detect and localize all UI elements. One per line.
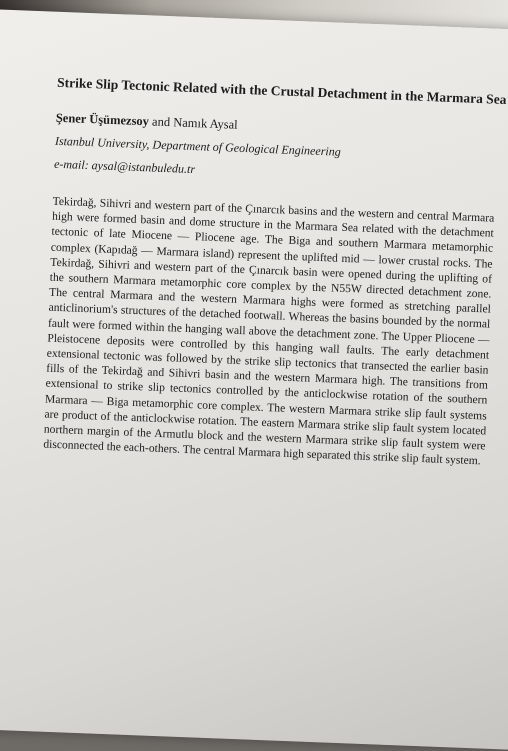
author-primary: Şener Üşümezsoy: [55, 110, 150, 129]
paper-content: [43, 74, 507, 469]
abstract-text: Tekirdağ, Sihivri and western part of the Çınarcık basins and the western and central Marmara high were formed basin and dome structure in the Marmara Sea related with the detachment tectonic of late Miocene — Pliocene age. The Biga and southern Marmara metamorphic complex (Kapıdağ — Marmara island) represent the uplifted mid — lower crustal rocks. The Tekirdağ, Sihivri and western part of the Çınarcık basin were opened during the uplifting of the southern Marmara metamorphic core complex by the N55W directed detachment zone. The central Marmara and the western Marmara highs were formed as stretching parallel anticlinorium's structures of the detached footwall. Whereas the basins bounded by the normal fault were formed within the hanging wall above the detachment zone. The Upper Pliocene — Pleistocene deposits were controlled by this hanging wall faults. The early detachment extensional tectonic was followed by the strike slip tectonics that transected the earlier basin fills of the Tekirdağ and Sihivri basin and the western Marmara high. The transitions from extensional to strike slip tectonics controlled by the anticlockwise rotation of the southern Marmara — Biga metamorphic core complex. The western Marmara strike slip fault systems are product of the anticlockwise rotation. The eastern Marmara strike slip fault system located northern margin of the Armutlu block and the western Marmara strike slip fault system were disconnected the each-others. The central Marmara high separated this strike slip fault system.: [43, 194, 495, 468]
affiliation: Istanbul University, Department of Geological Engineering: [54, 133, 342, 159]
paper-sheet: [0, 8, 508, 751]
paper-title: Strike Slip Tectonic Related with the Crustal Detachment in the Marmara Sea: [56, 74, 507, 108]
author-secondary: and Namık Aysal: [148, 114, 238, 132]
email: e-mail: aysal@istanbuledu.tr: [53, 156, 196, 177]
